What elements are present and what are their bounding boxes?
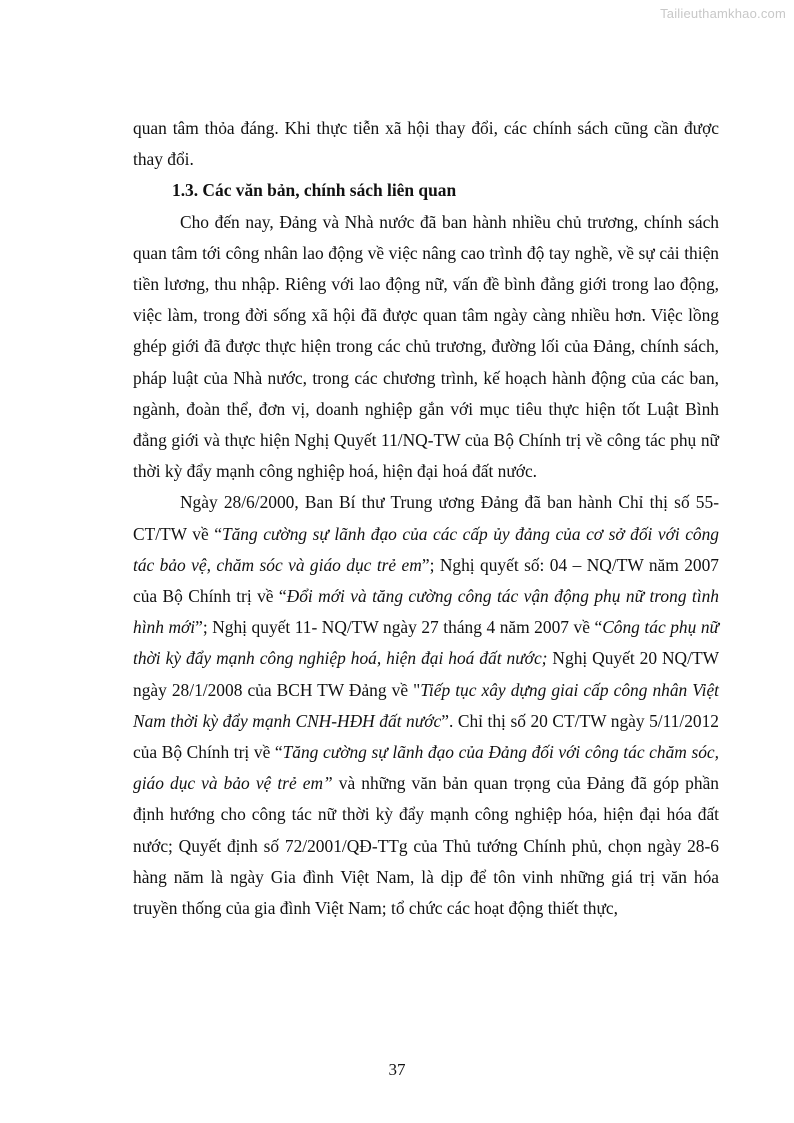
paragraph-text: ”; Nghị quyết 11- NQ/TW ngày 27 tháng 4 năm 2007 về “: [195, 617, 603, 638]
paragraph-text: và những văn bản quan trọng của Đảng đã góp phần định hướng cho công tác nữ thời kỳ đẩy mạnh công nghiệp hóa, hiện đại hóa đất nước; Quyết định số 72/2001/QĐ-TTg của Thủ tướng Chính phủ, chọn ngày 28-6 hàng năm là ngày Gia đình Việt Nam, là dịp để tôn vinh những giá trị văn hóa truyền thống của gia đình Việt Nam; tổ chức các hoạt động thiết thực,: [133, 773, 719, 919]
document-title-italic: Tăng cường sự lãnh đạo của các cấp ủy đảng của cơ sở đối với công tác bảo vệ, chăm sóc và giáo dục trẻ em: [133, 523, 720, 575]
body-paragraph-1: Cho đến nay, Đảng và Nhà nước đã ban hành nhiều chủ trương, chính sách quan tâm tới công nhân lao động về việc nâng cao trình độ tay nghề, về sự cải thiện tiền lương, thu nhập. Riêng với lao động nữ, vấn đề bình đẳng giới trong lao động, việc làm, trong đời sống xã hội đã được quan tâm ngày càng nhiều hơn. Việc lồng ghép giới đã được thực hiện trong các chủ trương, đường lối của Đảng, chính sách, pháp luật của Nhà nước, trong các chương trình, kế hoạch hành động của các ban, ngành, đoàn thể, đơn vị, doanh nghiệp gắn với mục tiêu thực hiện tốt Luật Bình đẳng giới và thực hiện Nghị Quyết 11/NQ-TW của Bộ Chính trị về công tác phụ nữ thời kỳ đẩy mạnh công nghiệp hoá, hiện đại hoá đất nước.: [133, 211, 719, 482]
watermark-text: Tailieuthamkhao.com: [660, 6, 786, 21]
paragraph-text: Nghị Quyết 20 NQ/TW ngày 28/1/2008 của BCH TW Đảng về ": [133, 648, 719, 700]
paragraph-text: ”. Chỉ thị số 20 CT/TW ngày 5/11/2012 của Bộ Chính trị về “: [133, 710, 719, 763]
page-number: 37: [388, 1060, 406, 1079]
paragraph-text: ”; Nghị quyết số: 04 – NQ/TW năm 2007 của Bộ Chính trị về “: [133, 554, 719, 607]
section-heading: 1.3. Các văn bản, chính sách liên quan: [172, 180, 457, 201]
paragraph-text: Ngày 28/6/2000, Ban Bí thư Trung ương Đảng đã ban hành Chỉ thị số 55-CT/TW về “: [133, 492, 719, 544]
continuation-paragraph: quan tâm thỏa đáng. Khi thực tiễn xã hội thay đổi, các chính sách cũng cần được thay đổi.: [133, 118, 719, 170]
body-paragraph-2: [133, 487, 719, 924]
document-title-italic: Công tác phụ nữ thời kỳ đẩy mạnh công nghiệp hoá, hiện đại hoá đất nước;: [133, 617, 720, 669]
document-title-italic: Tiếp tục xây dựng giai cấp công nhân Việt Nam thời kỳ đẩy mạnh CNH-HĐH đất nước: [133, 679, 720, 731]
document-title-italic: Tăng cường sự lãnh đạo của Đảng đối với công tác chăm sóc, giáo dục và bảo vệ trẻ em”: [133, 742, 719, 794]
page-body: [133, 113, 719, 924]
document-title-italic: Đổi mới và tăng cường công tác vận động phụ nữ trong tình hình mới: [133, 586, 719, 638]
